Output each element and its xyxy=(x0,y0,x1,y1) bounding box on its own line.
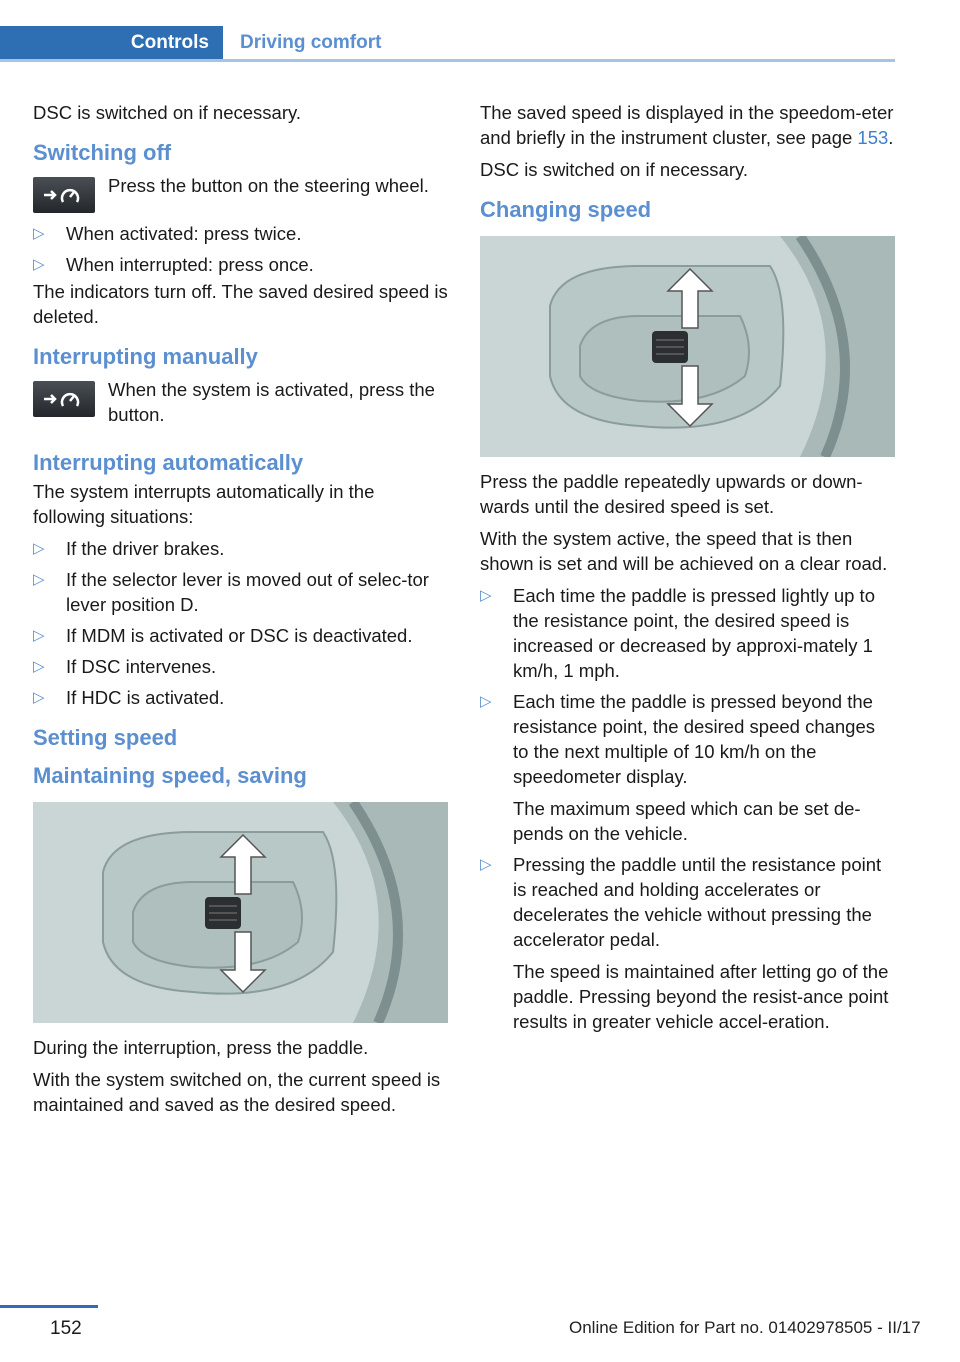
switching-off-button-row xyxy=(33,173,448,213)
steering-wheel-paddle-illustration xyxy=(33,802,448,1023)
heading-maintaining-speed: Maintaining speed, saving xyxy=(33,763,307,788)
list-item: ▷ If the selector lever is moved out of selec‐tor lever position D. xyxy=(33,569,429,615)
bullet-triangle-icon: ▷ xyxy=(33,627,45,644)
cruise-control-button-icon xyxy=(33,177,95,213)
header-rule xyxy=(0,59,895,62)
list-item: ▷ If HDC is activated. xyxy=(33,687,225,708)
cruise-control-button-icon xyxy=(33,381,95,417)
interrupting-manually-button-row xyxy=(33,377,448,427)
page-number: 152 xyxy=(50,1318,82,1339)
heading-changing-speed: Changing speed xyxy=(480,197,652,222)
after-image-text-1: During the interruption, press the paddle. xyxy=(33,1037,369,1058)
heading-interrupting-manually: Interrupting manually xyxy=(33,344,258,369)
header-tabbar xyxy=(0,26,895,62)
list-item: ▷ When activated: press twice. xyxy=(33,223,302,244)
changing-speed-list xyxy=(480,583,895,1034)
list-item: ▷ Each time the paddle is pressed lightly up to the resistance point, the desired speed is increased or decreased by approxi‐mately 1 km/h, 1 mph. xyxy=(480,585,875,681)
bullet-triangle-icon: ▷ xyxy=(480,693,492,710)
paddle-instruction-text: Press the paddle repeatedly upwards or down‐wards until the desired speed is set. xyxy=(480,471,863,517)
switching-off-list xyxy=(33,221,448,277)
list-item: ▷ Each time the paddle is pressed beyond the resistance point, the desired speed changes to the next multiple of 10 km/h on the speedometer display. The maximum speed which can be set de‐pends on the vehicle. xyxy=(480,689,895,846)
list-item: ▷ If the driver brakes. xyxy=(33,538,225,559)
bullet-triangle-icon: ▷ xyxy=(33,225,45,242)
footer-rule xyxy=(0,1305,98,1308)
edition-text: Online Edition for Part no. 01402978505 - II/17 xyxy=(569,1318,921,1337)
dsc-text: DSC is switched on if necessary. xyxy=(480,159,749,180)
tab-controls[interactable]: Controls xyxy=(0,26,223,59)
bullet-triangle-icon: ▷ xyxy=(480,587,492,604)
bullet-triangle-icon: ▷ xyxy=(480,856,492,873)
intro-text: DSC is switched on if necessary. xyxy=(33,102,302,123)
bullet-triangle-icon: ▷ xyxy=(33,689,45,706)
interrupting-automatically-intro: The system interrupts automatically in the following situations: xyxy=(33,481,375,527)
bullet-triangle-icon: ▷ xyxy=(33,658,45,675)
list-item: ▷ If DSC intervenes. xyxy=(33,656,217,677)
interrupting-manually-button-text: When the system is activated, press the button. xyxy=(108,379,435,425)
heading-setting-speed: Setting speed xyxy=(33,725,178,750)
tab-driving-comfort[interactable]: Driving comfort xyxy=(240,31,382,53)
bullet-triangle-icon: ▷ xyxy=(33,540,45,557)
list-item: ▷ When interrupted: press once. xyxy=(33,254,314,275)
bullet-triangle-icon: ▷ xyxy=(33,571,45,588)
list-item: ▷ If MDM is activated or DSC is deactivated. xyxy=(33,625,413,646)
switching-off-after-text: The indicators turn off. The saved desired speed is deleted. xyxy=(33,281,448,327)
steering-wheel-paddle-illustration xyxy=(480,236,895,457)
system-active-text: With the system active, the speed that is then shown is set and will be achieved on a clear road. xyxy=(480,528,888,574)
speed-display-text: The saved speed is displayed in the speedom‐eter and briefly in the instrument cluster, see page 153. xyxy=(480,102,894,148)
heading-interrupting-automatically: Interrupting automatically xyxy=(33,450,304,475)
left-column xyxy=(33,100,448,1124)
list-item: ▷ Pressing the paddle until the resistance point is reached and holding accelerates or decelerates the vehicle without pressing the accelerator pedal. The speed is maintained after letting go of the paddle. Pressing beyond the resist‐ance point results in greater vehicle accel‐eration. xyxy=(480,852,895,1034)
heading-switching-off: Switching off xyxy=(33,140,172,165)
right-column xyxy=(480,100,895,1040)
list-item-note: The speed is maintained after letting go of the paddle. Pressing beyond the resist‐ance point results in greater vehicle accel‐eration. xyxy=(513,961,889,1032)
list-item-note: The maximum speed which can be set de‐pends on the vehicle. xyxy=(513,798,861,844)
switching-off-button-text: Press the button on the steering wheel. xyxy=(108,175,429,196)
page-link[interactable]: 153 xyxy=(857,127,889,148)
after-image-text-2: With the system switched on, the current speed is maintained and saved as the desired speed. xyxy=(33,1069,441,1115)
interrupting-automatically-list xyxy=(33,536,448,710)
bullet-triangle-icon: ▷ xyxy=(33,256,45,273)
